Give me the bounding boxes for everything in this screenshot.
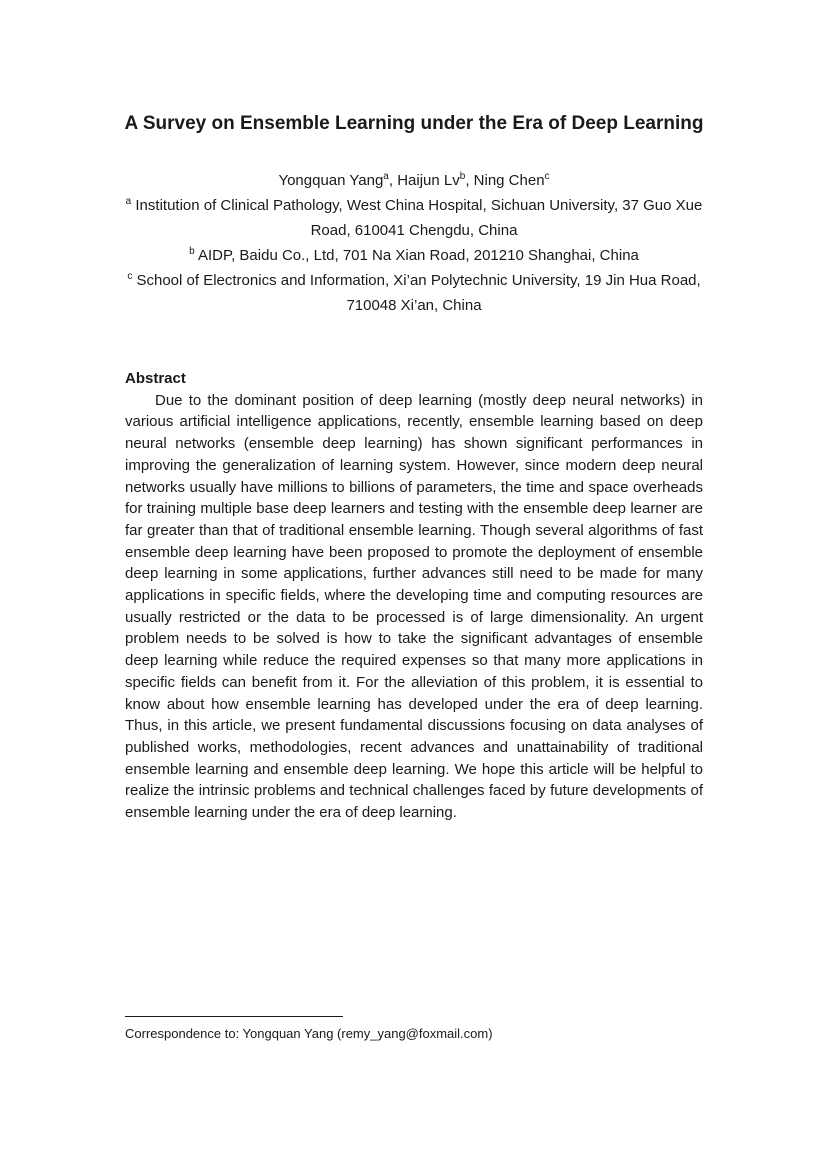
affiliation-mark: c	[544, 171, 550, 182]
affiliation-mark: b	[189, 246, 195, 257]
affiliation-mark: b	[459, 171, 466, 182]
footnote-divider	[125, 1016, 343, 1017]
author-name: Yongquan Yang	[278, 172, 384, 189]
correspondence-footnote: Correspondence to: Yongquan Yang (remy_yang@foxmail.com)	[125, 1026, 493, 1041]
author-name: Ning Chen	[473, 172, 545, 189]
affiliation-line	[125, 193, 703, 243]
author-separator: ,	[388, 172, 398, 189]
affiliation-text: School of Electronics and Information, Xi’an Polytechnic University, 19 Jin Hua Road, 710048 Xi’an, China	[132, 272, 701, 314]
paper-title: A Survey on Ensemble Learning under the Era of Deep Learning	[124, 113, 704, 134]
affiliation-mark: a	[383, 171, 389, 182]
affiliation-line	[125, 243, 703, 268]
affiliation-text: Institution of Clinical Pathology, West China Hospital, Sichuan University, 37 Guo Xue Road, 610041 Chengdu, China	[131, 197, 703, 239]
affiliation-mark: a	[125, 196, 132, 207]
affiliation-mark: c	[127, 271, 133, 282]
abstract-section	[125, 368, 703, 824]
affiliation-text: AIDP, Baidu Co., Ltd, 701 Na Xian Road, 201210 Shanghai, China	[194, 247, 639, 264]
abstract-heading: Abstract	[125, 370, 186, 387]
affiliation-line	[125, 268, 703, 318]
author-name: Haijun Lv	[397, 172, 460, 189]
author-list	[125, 168, 703, 193]
author-block	[125, 168, 703, 318]
author-separator: ,	[465, 172, 474, 189]
abstract-body: Due to the dominant position of deep learning (mostly deep neural networks) in various artificial intelligence applications, recently, ensemble learning based on deep neural networks (ensemble deep learning) has shown significant performances in improving the generalization of learning system. However, since modern deep neural networks usually have millions to billions of parameters, the time and space overheads for training multiple base deep learners and testing with the ensemble deep learner are far greater than that of traditional ensemble learning. Though several algorithms of fast ensemble deep learning have been proposed to promote the deployment of ensemble deep learning in some applications, further advances still need to be made for many applications in specific fields, where the developing time and computing resources are usually restricted or the data to be processed is of large dimensionality. An urgent problem needs to be solved is how to take the significant advantages of ensemble deep learning while reduce the required expenses so that many more applications in specific fields can benefit from it. For the alleviation of this problem, it is essential to know about how ensemble learning has developed under the era of deep learning. Thus, in this article, we present fundamental discussions focusing on data analyses of published works, methodologies, recent advances and unattainability of traditional ensemble learning and ensemble deep learning. We hope this article will be helpful to realize the intrinsic problems and technical challenges faced by future developments of ensemble learning under the era of deep learning.	[125, 391, 703, 822]
